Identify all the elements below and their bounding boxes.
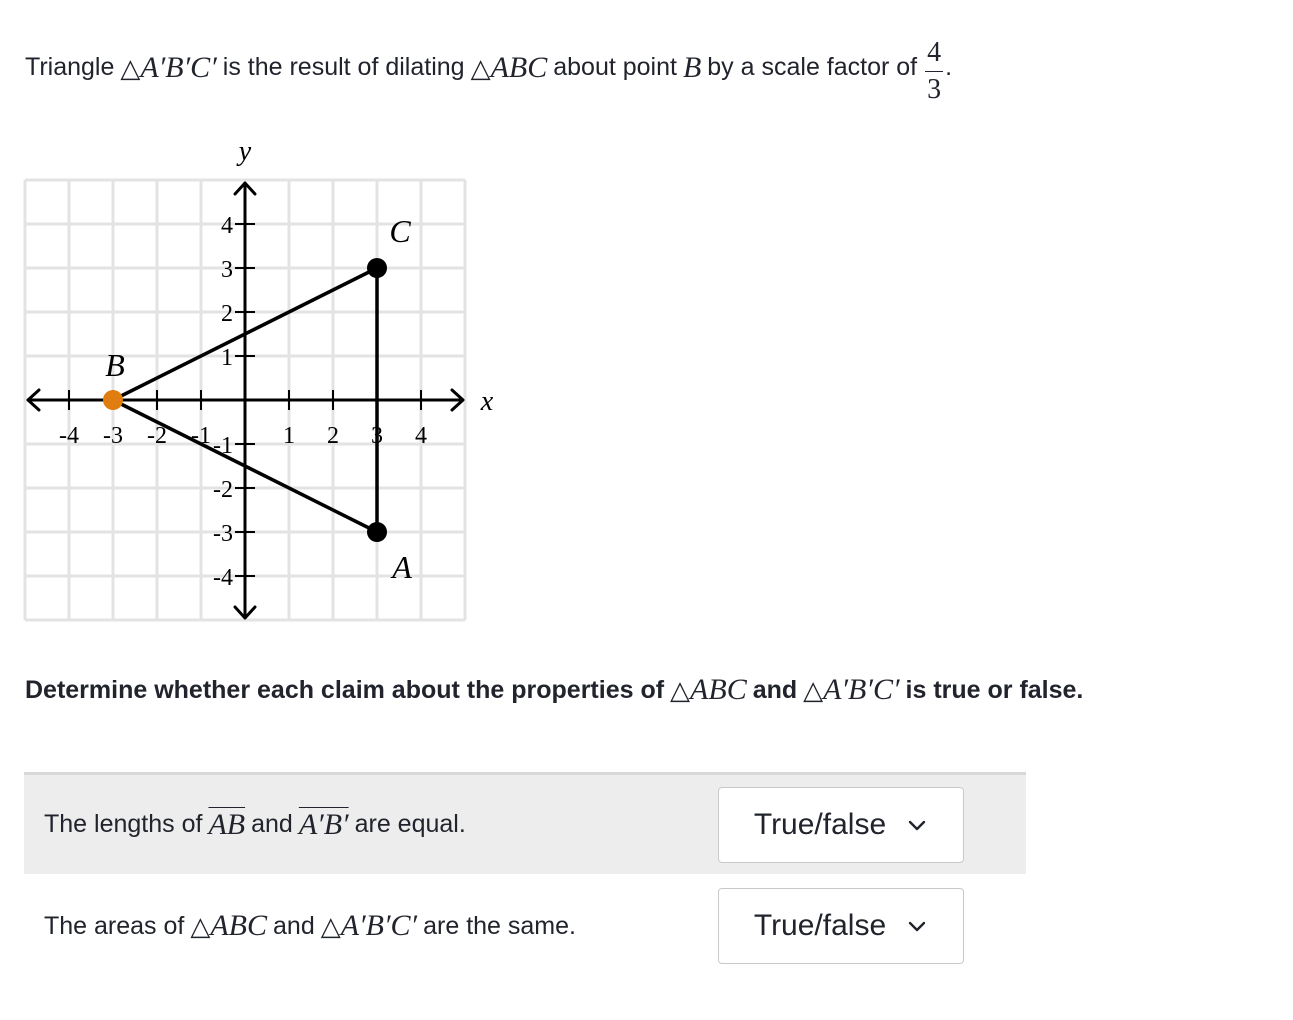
x-tick-label: 4 (415, 423, 427, 449)
segment-a-prime-b-prime: A′B′ (298, 807, 349, 841)
dropdown-value: True/false (753, 807, 887, 841)
point-label-a: A (392, 549, 412, 585)
claim-text-end: are the same. (423, 911, 576, 940)
y-tick-label: 4 (221, 213, 233, 239)
claim-text-and: and (273, 911, 315, 940)
x-tick-label: -1 (191, 423, 211, 449)
question-text (25, 673, 1083, 707)
question-triangle-prime: A′B′C′ (823, 673, 900, 706)
claim-text-areas (44, 909, 576, 943)
claim-text-end: are equal. (354, 810, 466, 838)
triangle-symbol-icon: △ (803, 676, 824, 706)
prompt-end: . (945, 53, 953, 81)
scale-numerator: 4 (927, 37, 942, 68)
y-tick-label: -2 (213, 477, 233, 503)
x-tick-label: -3 (103, 423, 123, 449)
claim-text-start: The lengths of (44, 810, 203, 838)
prompt-text-start: Triangle (25, 53, 115, 81)
y-tick-label: -4 (213, 565, 233, 591)
y-tick-label: 1 (221, 345, 233, 371)
dropdown-value: True/false (753, 909, 887, 942)
true-false-dropdown-lengths[interactable] (718, 787, 964, 863)
triangle-symbol-icon: △ (670, 676, 691, 706)
point-a (367, 522, 387, 542)
x-tick-label: -4 (59, 423, 79, 449)
point-label-c: C (389, 213, 411, 249)
coordinate-graph (0, 130, 520, 630)
problem-statement (25, 34, 953, 105)
triangle-symbol-icon: △ (120, 53, 141, 84)
x-tick-label: 3 (371, 423, 383, 449)
graph-axes (28, 136, 494, 618)
x-tick-label: 1 (283, 423, 295, 449)
claim-triangle-prime: A′B′C′ (340, 909, 418, 942)
chevron-down-icon (906, 915, 928, 937)
prompt-text-mid: is the result of dilating (222, 53, 465, 81)
question-text-and: and (752, 675, 798, 704)
scale-factor-fraction (925, 38, 943, 105)
claim-text-start: The areas of (44, 911, 185, 940)
claim-text-and: and (251, 810, 293, 838)
y-tick-label: 2 (221, 301, 233, 327)
chevron-down-icon (906, 814, 928, 836)
triangle-symbol-icon: △ (190, 912, 211, 942)
true-false-dropdown-areas[interactable] (718, 888, 964, 964)
triangle-symbol-icon: △ (320, 912, 341, 942)
x-tick-label: 2 (327, 423, 339, 449)
y-tick-label: -1 (213, 433, 233, 459)
prompt-text-about: about point (553, 53, 677, 81)
claim-row-lengths (24, 772, 1026, 874)
triangle-symbol-icon: △ (470, 53, 491, 84)
point-label-b: B (105, 347, 125, 383)
question-text-start: Determine whether each claim about the properties of (25, 675, 665, 704)
question-text-end: is true or false. (905, 675, 1084, 704)
x-tick-label: -2 (147, 423, 167, 449)
y-tick-label: -3 (213, 521, 233, 547)
claim-row-areas (24, 875, 1026, 977)
point-c (367, 258, 387, 278)
y-axis-label: y (238, 136, 252, 167)
scale-denominator: 3 (927, 74, 942, 105)
prompt-point: B (682, 50, 702, 84)
prompt-triangle: ABC (490, 50, 548, 84)
prompt-text-scale: by a scale factor of (707, 53, 918, 81)
y-tick-label: 3 (221, 257, 233, 283)
question-triangle: ABC (690, 673, 747, 706)
point-b (103, 390, 123, 410)
x-axis-label: x (480, 386, 494, 417)
claim-text-lengths (44, 808, 466, 842)
segment-ab: $\overline{AB}$ (208, 807, 246, 841)
claim-triangle: ABC (210, 909, 268, 942)
prompt-triangle-prime: A′B′C′ (140, 50, 217, 84)
